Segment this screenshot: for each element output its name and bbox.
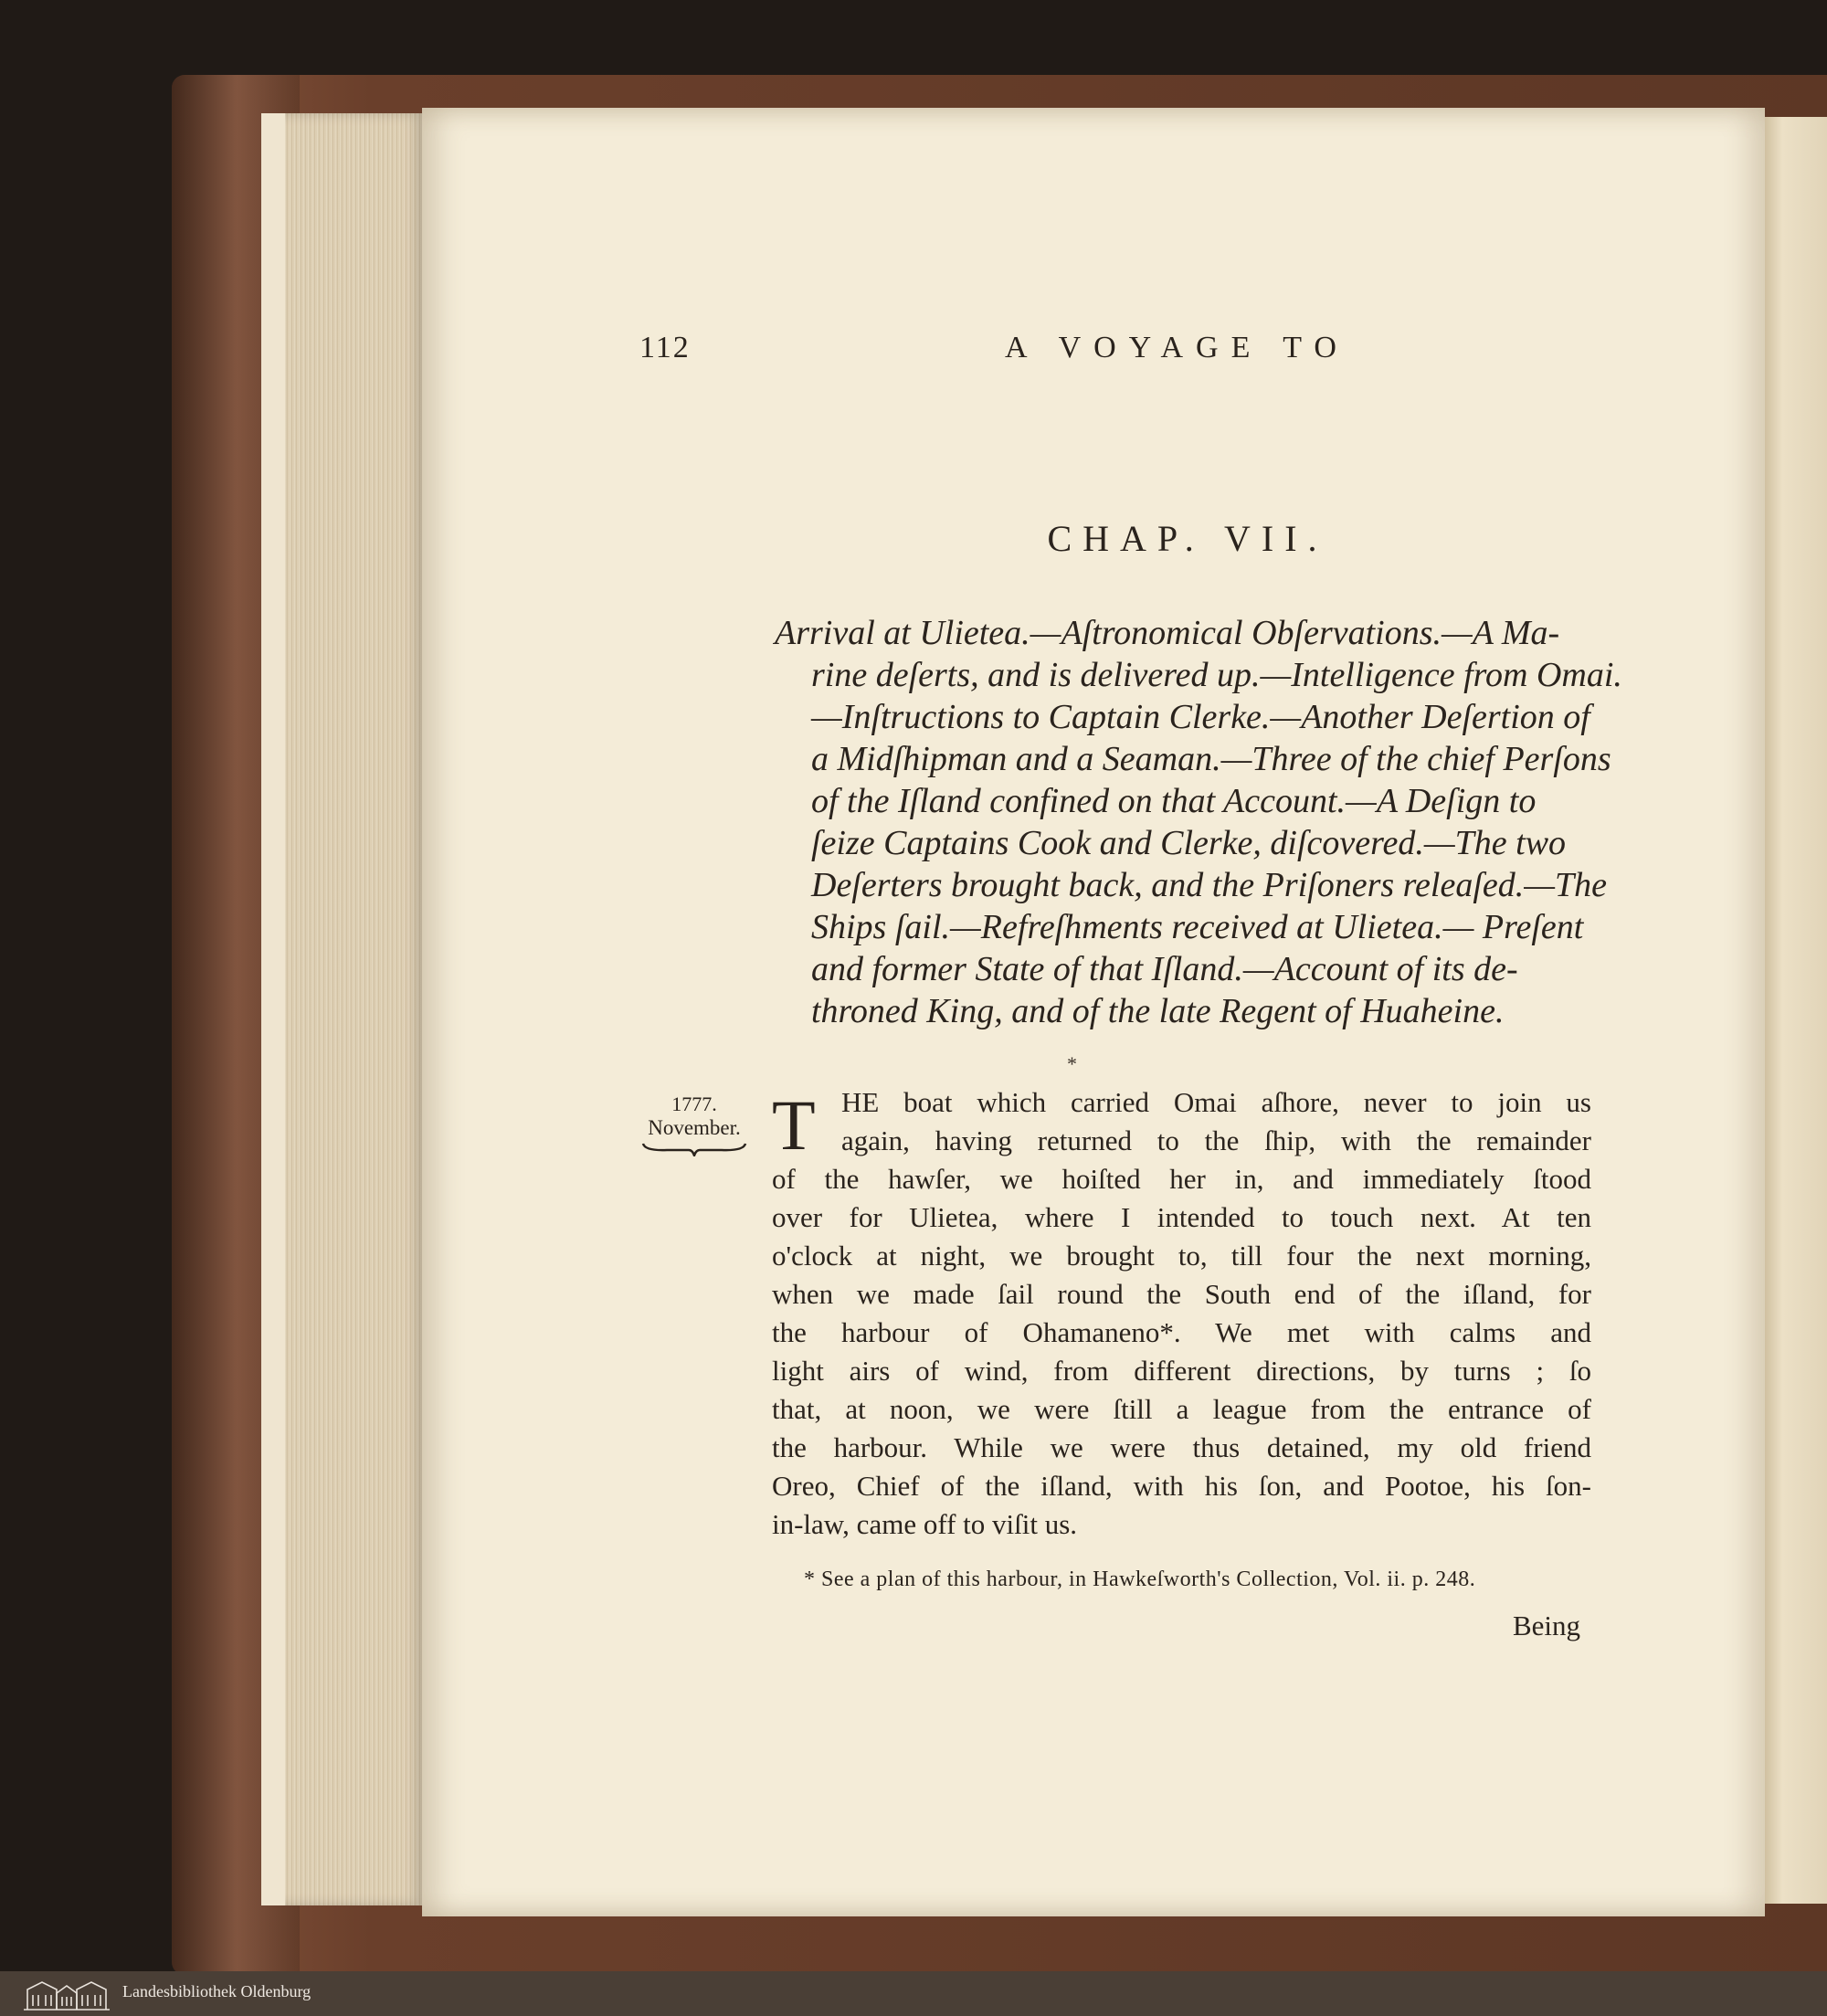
body-line: o'clock at night, we brought to, till four the next morning, bbox=[772, 1240, 1591, 1272]
catchword: Being bbox=[1513, 1610, 1581, 1641]
footer-bar bbox=[0, 1971, 1827, 2016]
page-block-edges bbox=[261, 113, 424, 1905]
body-line: when we made ſail round the South end of the iſland, for bbox=[772, 1278, 1591, 1310]
margin-month: November. bbox=[648, 1116, 741, 1139]
footnote: * See a plan of this harbour, in Hawkeſworth's Collection, Vol. ii. p. 248. bbox=[804, 1567, 1476, 1591]
summary-line: a Midſhipman and a Seaman.—Three of the chief Perſons bbox=[811, 740, 1611, 778]
page-block-highlight bbox=[261, 113, 285, 1905]
summary-line: and former State of that Iſland.—Account of its de- bbox=[811, 950, 1518, 988]
chapter-title: CHAP. VII. bbox=[1047, 518, 1328, 559]
summary-line: ſeize Captains Cook and Clerke, diſcovered.—The two bbox=[811, 824, 1567, 862]
body-line: the harbour of Ohamaneno*. We met with calms and bbox=[772, 1316, 1591, 1348]
body-line: HE boat which carried Omai aſhore, never to join us bbox=[841, 1086, 1591, 1118]
body-text bbox=[772, 1083, 1591, 1544]
body-line: that, at noon, we were ſtill a league from the entrance of bbox=[772, 1393, 1591, 1425]
drop-cap: T bbox=[772, 1085, 816, 1165]
summary-line: Deſerters brought back, and the Priſoners releaſed.—The bbox=[811, 866, 1608, 904]
body-line: in-law, came off to viſit us. bbox=[772, 1508, 1078, 1540]
separator-mark: * bbox=[1067, 1052, 1077, 1075]
library-building-icon[interactable] bbox=[20, 1975, 113, 2011]
summary-line: of the Iſland confined on that Account.—A Deſign to bbox=[811, 782, 1537, 820]
running-title: A VOYAGE TO bbox=[1005, 331, 1349, 364]
summary-line: rine deſerts, and is delivered up.—Intelligence from Omai. bbox=[811, 656, 1622, 694]
summary-line: throned King, and of the late Regent of Huaheine. bbox=[811, 992, 1505, 1030]
body-line: of the hawſer, we hoiſted her in, and immediately ſtood bbox=[772, 1163, 1591, 1195]
running-head bbox=[639, 331, 1599, 367]
summary-line: Ships ſail.—Refreſhments received at Ulietea.— Preſent bbox=[811, 908, 1584, 946]
page-number: 112 bbox=[639, 331, 691, 364]
margin-date-note bbox=[639, 1092, 749, 1156]
summary-line: —Inſtructions to Captain Clerke.—Another Deſertion of bbox=[811, 698, 1590, 736]
body-line: light airs of wind, from different directions, by turns ; ſo bbox=[772, 1355, 1591, 1387]
body-line: Oreo, Chief of the iſland, with his ſon, and Pootoe, his ſon- bbox=[772, 1470, 1591, 1502]
library-name: Landesbibliothek Oldenburg bbox=[122, 1982, 312, 2000]
body-line: again, having returned to the ſhip, with the remainder bbox=[841, 1124, 1591, 1156]
chapter-summary bbox=[775, 612, 1622, 1032]
body-line: over for Ulietea, where I intended to touch next. At ten bbox=[772, 1201, 1591, 1233]
facing-page-edge bbox=[1763, 117, 1827, 1904]
brace-icon bbox=[639, 1142, 749, 1156]
summary-line: Arrival at Ulietea.—Aſtronomical Obſervations.—A Ma- bbox=[775, 614, 1560, 652]
margin-year: 1777. bbox=[671, 1092, 717, 1115]
body-line: the harbour. While we were thus detained, my old friend bbox=[772, 1431, 1591, 1463]
